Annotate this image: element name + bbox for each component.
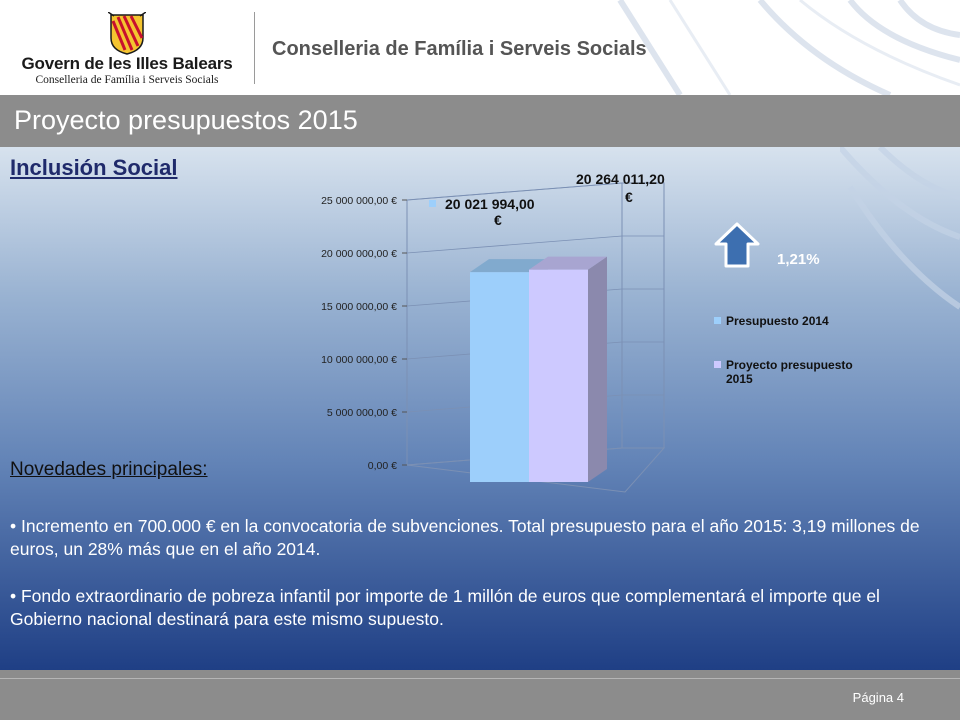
govern-logo — [12, 10, 242, 90]
up-arrow-icon — [716, 224, 758, 266]
data-label-unit: € — [494, 212, 502, 228]
footer — [0, 670, 960, 720]
legend-label: Presupuesto 2014 — [726, 314, 829, 328]
department-name: Conselleria de Família i Serveis Socials — [272, 38, 647, 60]
y-tick-label: 0,00 € — [367, 460, 397, 472]
data-labels — [429, 171, 665, 228]
y-tick-label: 5 000 000,00 € — [326, 407, 397, 419]
y-tick-label: 25 000 000,00 € — [321, 195, 397, 207]
legend-label-line2: 2015 — [726, 372, 753, 386]
bar-2014 — [470, 272, 529, 482]
logo-subtitle: Conselleria de Família i Serveis Socials — [35, 74, 219, 86]
bullet-spacer — [10, 562, 940, 585]
page-number: Página 4 — [852, 690, 904, 705]
label-legend-key — [429, 200, 436, 207]
data-label-unit: € — [625, 189, 633, 205]
slide-content — [0, 147, 960, 670]
coat-of-arms-icon — [108, 12, 146, 56]
title-bar — [0, 95, 960, 147]
section-title: Inclusión Social — [10, 155, 178, 180]
footer-line — [0, 678, 960, 679]
slide-title: Proyecto presupuestos 2015 — [14, 105, 358, 135]
data-label-value: 20 021 994,00 — [445, 196, 535, 212]
novedades-heading: Novedades principales: — [10, 459, 208, 480]
legend-label: Proyecto presupuesto — [726, 358, 853, 372]
header — [0, 0, 960, 95]
increase-indicator — [716, 224, 820, 268]
bar-side — [588, 257, 607, 482]
back-wall — [622, 183, 664, 448]
budget-bar-chart — [280, 167, 880, 502]
y-tick-label: 15 000 000,00 € — [321, 301, 397, 313]
logo-title: Govern de les Illes Balears — [21, 54, 233, 73]
bullet-subvenciones: • Incremento en 700.000 € en la convocatoria de subvenciones. Total presupuesto para el año 2015: 3,19 millones de euros, un 28% más que en el año 2014. — [10, 516, 920, 560]
data-label-value: 20 264 011,20 — [576, 171, 665, 187]
chart-bars — [470, 257, 607, 482]
bullet-list — [10, 515, 940, 632]
chart-legend — [714, 314, 853, 386]
header-divider — [254, 12, 255, 84]
y-axis-ticks — [321, 195, 407, 472]
legend-key — [714, 317, 721, 324]
gridline — [407, 236, 664, 253]
change-percentage: 1,21% — [777, 251, 820, 268]
y-tick-label: 10 000 000,00 € — [321, 354, 397, 366]
legend-key — [714, 361, 721, 368]
bullet-pobreza-infantil: • Fondo extraordinario de pobreza infantil por importe de 1 millón de euros que complementará el importe que el Gobierno nacional destinará para este mismo supuesto. — [10, 585, 880, 630]
y-tick-label: 20 000 000,00 € — [321, 248, 397, 260]
bar-2015 — [529, 270, 588, 482]
